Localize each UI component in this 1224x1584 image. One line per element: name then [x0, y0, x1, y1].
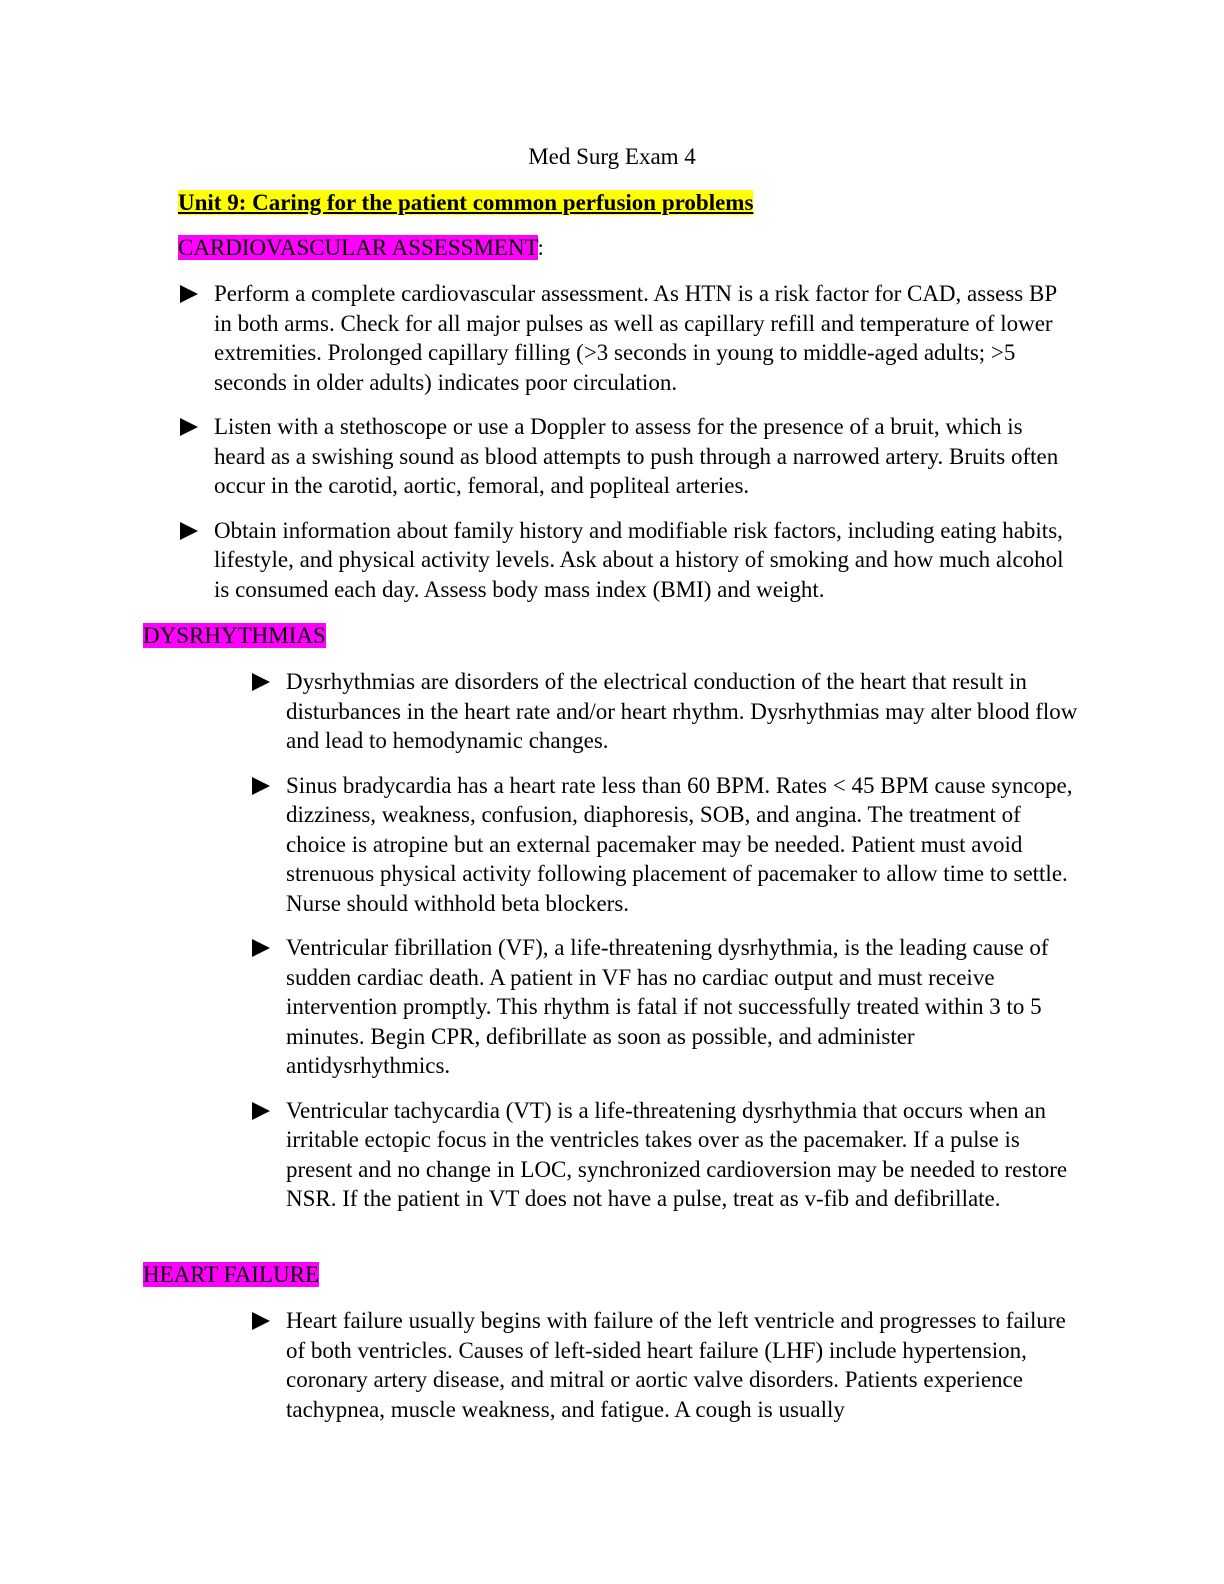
bullet-arrow-icon	[252, 939, 270, 957]
section-heading-cardiovascular	[178, 233, 544, 262]
list-item	[250, 667, 1080, 756]
bullet-list-cardiovascular	[178, 279, 1068, 619]
unit-heading-text: Unit 9: Caring for the patient common perfusion problems	[178, 190, 754, 215]
bullet-arrow-icon	[252, 1102, 270, 1120]
bullet-arrow-icon	[252, 673, 270, 691]
list-item-text: Listen with a stethoscope or use a Doppler to assess for the presence of a bruit, which is heard as a swishing sound as blood attempts to push through a narrowed artery. Bruits often occur in the carotid, aortic, femoral, and popliteal arteries.	[214, 414, 1059, 498]
list-item	[178, 516, 1068, 605]
list-item-text: Sinus bradycardia has a heart rate less than 60 BPM. Rates < 45 BPM cause syncope, dizziness, weakness, confusion, diaphoresis, SOB, and angina. The treatment of choice is atropine but an external pacemaker may be needed. Patient must avoid strenuous physical activity following placement of pacemaker to allow time to settle. Nurse should withhold beta blockers.	[286, 772, 1073, 916]
section-heading-heart-failure	[143, 1260, 319, 1289]
list-item-text: Ventricular fibrillation (VF), a life-threatening dysrhythmia, is the leading cause of sudden cardiac death. A patient in VF has no cardiac output and must receive intervention promptly. This rhythm is fatal if not successfully treated within 3 to 5 minutes. Begin CPR, defibrillate as soon as possible, and administer antidysrhythmics.	[286, 935, 1049, 1078]
heading-colon: :	[537, 235, 544, 260]
list-item	[178, 279, 1068, 397]
bullet-arrow-icon	[252, 1312, 270, 1330]
list-item	[250, 771, 1080, 919]
bullet-arrow-icon	[180, 285, 198, 303]
section-heading-text: DYSRHYTHMIAS	[143, 623, 326, 648]
bullet-list-dysrhythmias	[250, 667, 1080, 1229]
section-heading-dysrhythmias	[143, 621, 326, 650]
bullet-arrow-icon	[180, 522, 198, 540]
list-item	[250, 1096, 1080, 1214]
section-heading-text: CARDIOVASCULAR ASSESSMENT	[178, 235, 538, 260]
list-item	[250, 933, 1080, 1081]
bullet-arrow-icon	[252, 777, 270, 795]
bullet-arrow-icon	[180, 418, 198, 436]
bullet-list-heart-failure	[250, 1306, 1080, 1439]
list-item	[178, 412, 1068, 501]
unit-heading	[178, 188, 753, 217]
list-item-text: Ventricular tachycardia (VT) is a life-threatening dysrhythmia that occurs when an irritable ectopic focus in the ventricles takes over as the pacemaker. If a pulse is present and no change in LOC, synchronized cardioversion may be needed to restore NSR. If the patient in VT does not have a pulse, treat as v-fib and defibrillate.	[286, 1097, 1068, 1211]
list-item	[250, 1306, 1080, 1424]
list-item-text: Heart failure usually begins with failure of the left ventricle and progresses to failure of both ventricles. Causes of left-sided heart failure (LHF) include hypertension, coronary artery disease, and mitral or aortic valve disorders. Patients experience tachypnea, muscle weakness, and fatigue. A cough is usually	[286, 1308, 1066, 1422]
list-item-text: Dysrhythmias are disorders of the electrical conduction of the heart that result in disturbances in the heart rate and/or heart rhythm. Dysrhythmias may alter blood flow and lead to hemodynamic changes.	[286, 669, 1078, 753]
document-title: Med Surg Exam 4	[528, 144, 696, 169]
section-heading-text: HEART FAILURE	[143, 1262, 320, 1287]
list-item-text: Obtain information about family history and modifiable risk factors, including eating habits, lifestyle, and physical activity levels. Ask about a history of smoking and how much alcohol is consumed each day. Assess body mass index (BMI) and weight.	[214, 517, 1064, 602]
list-item-text: Perform a complete cardiovascular assessment. As HTN is a risk factor for CAD, assess BP in both arms. Check for all major pulses as well as capillary refill and temperature of lower extremities. Prolonged capillary filling (>3 seconds in young to middle-aged adults; >5 seconds in older adults) indicates poor circulation.	[214, 281, 1057, 395]
